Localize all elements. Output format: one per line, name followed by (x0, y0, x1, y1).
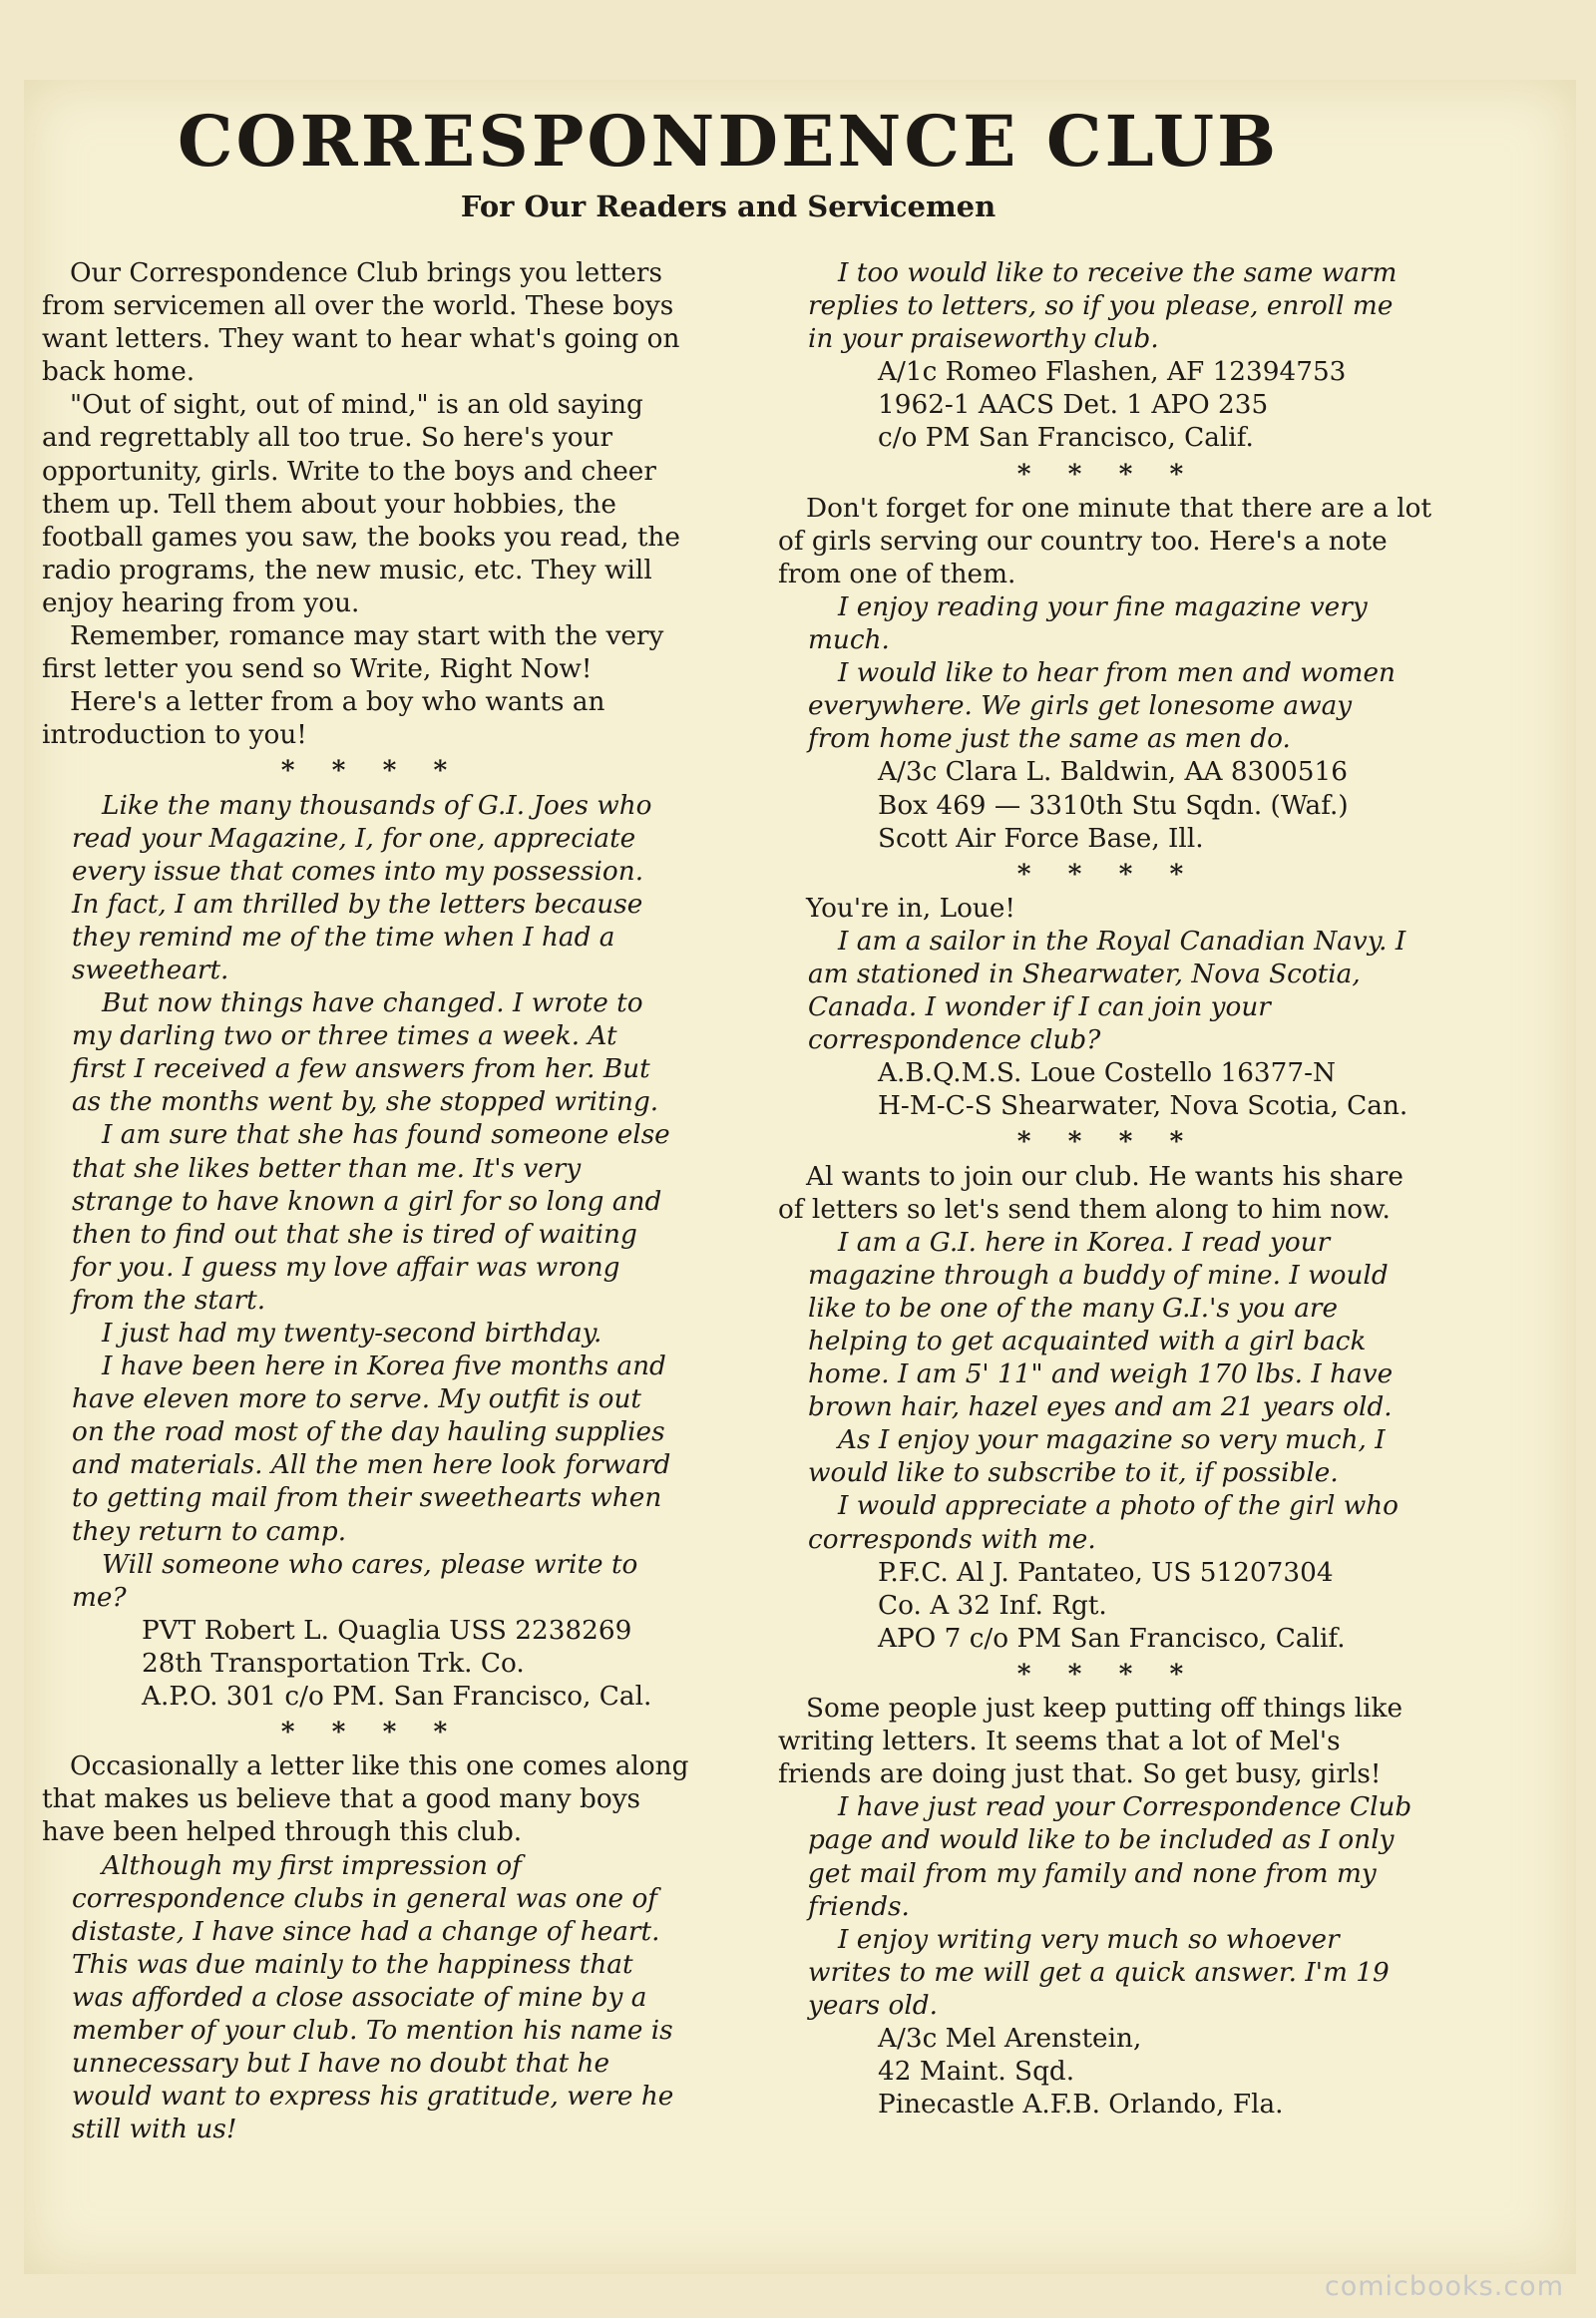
letter-paragraph: I am a sailor in the Royal Canadian Navy. I am stationed in Shearwater, Nova Scotia, Canada. I wonder if I can join your correspondence club? (808, 926, 1406, 1056)
letter-paragraph: I have just read your Correspondence Club page and would like to be included as I only get mail from my family and none from my friends. (808, 1792, 1412, 1922)
section-divider: * * * * (1016, 1658, 1198, 1690)
sender-address (778, 1057, 1436, 1123)
letter-paragraph: I have been here in Korea five months and have eleven more to serve. My outfit is out on the road most of the day hauling supplies and materials. All the men here look forward to getting mail from their sweethearts when they return to camp. (72, 1352, 671, 1547)
watermark: comicbooks.com (1324, 2271, 1564, 2302)
letter-paragraph: I am a G.I. here in Korea. I read your magazine through a buddy of mine. I would like to be one of the many G.I.'s you are helping to get acquainted with a girl back home. I am 5' 11" and weigh 170 lbs. I have brown hair, hazel eyes and am 21 years old. (808, 1227, 1394, 1423)
letter-paragraph: I just had my twenty-second birthday. (102, 1319, 602, 1349)
intro-paragraph: Occasionally a letter like this one comes along that makes us believe that a good many boys have been helped through this club. (42, 1751, 689, 1848)
intro-paragraph: You're in, Loue! (806, 893, 1015, 924)
address-line: PVT Robert L. Quaglia USS 2238269 (142, 1615, 632, 1646)
address-line: Co. A 32 Inf. Rgt. (878, 1590, 1107, 1621)
letter-paragraph: I too would like to receive the same warm replies to letters, so if you please, enroll me in your praiseworthy club. (808, 258, 1397, 355)
letter-paragraph: I would like to hear from men and women everywhere. We girls get lonesome away from home just the same as men do. (808, 658, 1396, 755)
address-line: H-M-C-S Shearwater, Nova Scotia, Can. (878, 1091, 1408, 1122)
address-line: A/3c Mel Arenstein, (878, 2023, 1142, 2054)
section-divider: * * * * (1016, 458, 1198, 490)
sender-address (778, 2023, 1436, 2122)
address-line: Scott Air Force Base, Ill. (878, 823, 1204, 854)
address-line: Pinecastle A.F.B. Orlando, Fla. (878, 2090, 1284, 2121)
letter-paragraph: I would appreciate a photo of the girl who corresponds with me. (808, 1491, 1399, 1555)
address-line: A/3c Clara L. Baldwin, AA 8300516 (878, 757, 1348, 788)
letter-paragraph: I am sure that she has found someone else that she likes better than me. It's very strange to have known a girl for so long and then to find out that she is tired of waiting for you. I guess my love affair was wrong from the start. (72, 1120, 670, 1316)
address-line: A/1c Romeo Flashen, AF 12394753 (878, 357, 1347, 388)
letter-paragraph: Will someone who cares, please write to me? (72, 1549, 638, 1613)
intro-paragraph: Remember, romance may start with the very first letter you send so Write, Right Now! (42, 621, 664, 685)
intro-paragraph: Some people just keep putting off things like writing letters. It seems that a lot of Mel's friends are doing just that. So get busy, girls! (778, 1694, 1403, 1790)
sender-address (778, 356, 1436, 455)
address-line: Box 469 — 3310th Stu Sqdn. (Waf.) (878, 790, 1349, 821)
letter-paragraph: I enjoy reading your fine magazine very much. (808, 591, 1368, 656)
address-line: P.F.C. Al J. Pantateo, US 51207304 (878, 1557, 1334, 1588)
address-line: A.B.Q.M.S. Loue Costello 16377-N (878, 1058, 1337, 1089)
page-subtitle: For Our Readers and Servicemen (460, 190, 997, 223)
letter-paragraph: Like the many thousands of G.I. Joes who read your Magazine, I, for one, appreciate every issue that comes into my possession. In fact, I am thrilled by the letters because they remind me of the time when I had a sweetheart. (72, 790, 652, 985)
intro-paragraph: Here's a letter from a boy who wants an introduction to you! (42, 687, 605, 751)
letter-paragraph: Although my first impression of correspondence clubs in general was one of distaste, I have since had a change of heart. This was due mainly to the happiness that was afforded a close associate of mine by a member of your club. To mention his name is unnecessary but I have no doubt that he would want to express his gratitude, were he still with us! (72, 1850, 674, 2145)
sender-address (778, 756, 1436, 855)
section-divider: * * * * (280, 755, 462, 787)
letter-paragraph: As I enjoy your magazine so very much, I would like to subscribe to it, if possible. (808, 1425, 1386, 1489)
left-column (42, 257, 700, 2146)
address-line: 1962-1 AACS Det. 1 APO 235 (878, 390, 1269, 421)
address-line: A.P.O. 301 c/o PM. San Francisco, Cal. (142, 1682, 652, 1713)
address-line: c/o PM San Francisco, Calif. (878, 423, 1254, 454)
sender-address (778, 1557, 1436, 1656)
page-title: CORRESPONDENCE CLUB (177, 100, 1280, 183)
intro-paragraph: Our Correspondence Club brings you letters from servicemen all over the world. These boys want letters. They want to hear what's going on back home. (42, 258, 680, 388)
letter-paragraph: But now things have changed. I wrote to my darling two or three times a week. At first I received a few answers from her. But as the months went by, she stopped writing. (72, 988, 659, 1118)
right-column (778, 257, 1436, 2122)
address-line: 42 Maint. Sqd. (878, 2057, 1075, 2088)
section-divider: * * * * (280, 1717, 462, 1748)
section-divider: * * * * (1016, 1126, 1198, 1158)
address-line: APO 7 c/o PM San Francisco, Calif. (878, 1623, 1346, 1654)
address-line: 28th Transportation Trk. Co. (142, 1648, 525, 1679)
intro-paragraph: Al wants to join our club. He wants his share of letters so let's send them along to him now. (778, 1161, 1403, 1225)
section-divider: * * * * (1016, 858, 1198, 890)
sender-address (42, 1615, 700, 1714)
intro-paragraph: "Out of sight, out of mind," is an old saying and regrettably all too true. So here's your opportunity, girls. Write to the boys and cheer them up. Tell them about your hobbies, the football games you saw, the books you read, the radio programs, the new music, etc. They will enjoy hearing from you. (42, 390, 680, 618)
letter-paragraph: I enjoy writing very much so whoever writes to me will get a quick answer. I'm 19 years old. (808, 1924, 1390, 2021)
intro-paragraph: Don't forget for one minute that there are a lot of girls serving our country too. Here's a note from one of them. (778, 493, 1432, 589)
